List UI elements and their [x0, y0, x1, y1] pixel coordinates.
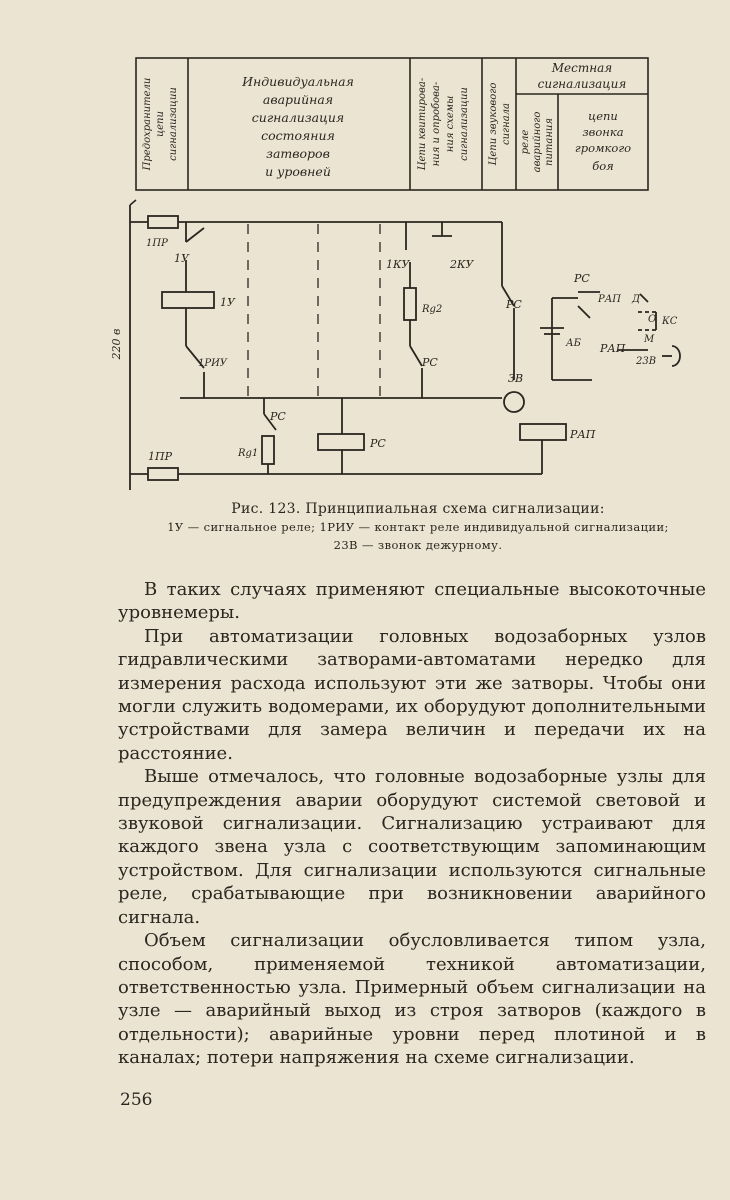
table-col1-line3: сигнализации: [168, 87, 179, 161]
label-m: М: [644, 334, 655, 345]
fuse-bottom: [148, 468, 178, 480]
label-voltage: 220 в: [110, 328, 123, 360]
label-contact-1riu: 1РИУ: [198, 358, 228, 369]
relay-1u: [162, 292, 214, 308]
label-relay-rap: РАП: [570, 428, 596, 441]
caption-legend-1: 1У — сигнальное реле; 1РИУ — контакт реле индивидуальной сигнализации;: [167, 520, 669, 534]
label-contact-1u: 1У: [174, 252, 189, 265]
table-col3-line2: ния и опробова-: [431, 81, 442, 167]
bell-23v-symbol: [672, 346, 680, 366]
label-contact-rs-3: РС: [506, 298, 522, 311]
table-col2-line6: и уровней: [265, 164, 331, 179]
label-relay-1u: 1У: [220, 296, 235, 309]
table-col5-header-line2: сигнализация: [537, 77, 627, 91]
label-d: Д: [632, 294, 641, 305]
label-relay-rs: РС: [370, 437, 386, 450]
table-col5a-line1: реле: [520, 129, 531, 155]
label-rap-1: РАП: [598, 294, 622, 305]
relay-rs: [318, 434, 364, 450]
label-contact-rs-2: РС: [270, 410, 286, 423]
table-col4-line2: сигнала: [501, 103, 512, 145]
table-col5b-line2: звонка: [582, 125, 624, 139]
table-col2-line5: затворов: [266, 146, 330, 161]
label-resistor-g2: Rg2: [422, 304, 443, 315]
table-col2-line3: сигнализация: [251, 110, 345, 125]
resistor-g1: [262, 436, 274, 464]
label-resistor-g1: Rg1: [238, 448, 259, 459]
table-col5b-line4: боя: [592, 159, 614, 173]
label-button-2ku: 2КУ: [450, 258, 474, 271]
paragraph-1: В таких случаях применяют специальные высокоточные уровнемеры.: [118, 579, 706, 624]
table-col2-line2: аварийная: [262, 92, 334, 107]
table-col1-line1: Предохранители: [142, 77, 153, 171]
label-fuse-bottom: 1ПР: [148, 450, 172, 463]
label-contact-rs-4: РС: [574, 272, 590, 285]
table-col3-line3: ния схемы: [445, 95, 456, 153]
table-col3-line4: сигнализации: [459, 87, 470, 161]
resistor-g2: [404, 288, 416, 320]
label-o: О: [648, 314, 657, 325]
page-number: 256: [120, 1090, 153, 1110]
table-col1-line2: цепи: [155, 111, 166, 137]
label-button-1ku: 1КУ: [386, 258, 410, 271]
table-col2-line1: Индивидуальная: [242, 74, 354, 89]
caption-legend-2: 23В — звонок дежурному.: [333, 538, 503, 552]
body-text: [118, 578, 706, 1070]
caption-title: Рис. 123. Принципиальная схема сигнализации:: [231, 501, 605, 517]
label-rap-2: РАП: [600, 342, 626, 355]
figure-caption: [118, 500, 718, 554]
label-bell-23v: 23В: [636, 356, 657, 367]
fuse-top: [148, 216, 178, 228]
paragraph-2: При автоматизации головных водозаборных узлов гидравлическими затворами-автоматами нередко для измерения расхода используют эти же затворы. Чтобы они могли служить водомерами, их оборудуют дополнительными устройствами для замера величин и передачи их на расстояние.: [118, 625, 706, 764]
label-battery: АБ: [566, 338, 581, 349]
label-contact-rs-1: РС: [422, 356, 438, 369]
table-col5b-line3: громкого: [574, 141, 632, 155]
label-ks: КС: [662, 316, 678, 327]
table-col5-header-line1: Местная: [551, 61, 613, 75]
paragraph-3: Выше отмечалось, что головные водозаборные узлы для предупреждения аварии оборудуют системой световой и звуковой сигнализации. Сигнализацию устраивают для каждого звена узла с соответствующим запоминающим устройством. Для сигнализации используются сигнальные реле, срабатывающие при возникновении аварийного сигнала.: [118, 766, 706, 928]
table-col5a-line3: питания: [544, 118, 555, 166]
label-bell-3v: 3В: [508, 372, 524, 385]
table-col5a-line2: аварийного: [532, 111, 543, 173]
table-col4-line1: Цепи звукового: [488, 82, 499, 166]
table-col3-line1: Цепи квитирова-: [417, 77, 428, 171]
signaling-circuit-diagram: [100, 50, 700, 500]
bell-3v-symbol: [504, 392, 524, 412]
circuit-lines: [130, 205, 680, 490]
table-col5b-line1: цепи: [588, 109, 618, 123]
label-fuse-top: 1ПР: [146, 238, 168, 249]
table-col2-line4: состояния: [261, 128, 335, 143]
paragraph-4: Объем сигнализации обусловливается типом узла, способом, применяемой техникой автоматизации, ответственностью узла. Примерный объем сигнализации на узле — аварийный выход из строя затворов (каждого в отдельности); аварийные уровни перед плотиной и в каналах; потери напряжения на схеме сигнализации.: [118, 930, 706, 1069]
relay-rap: [520, 424, 566, 440]
